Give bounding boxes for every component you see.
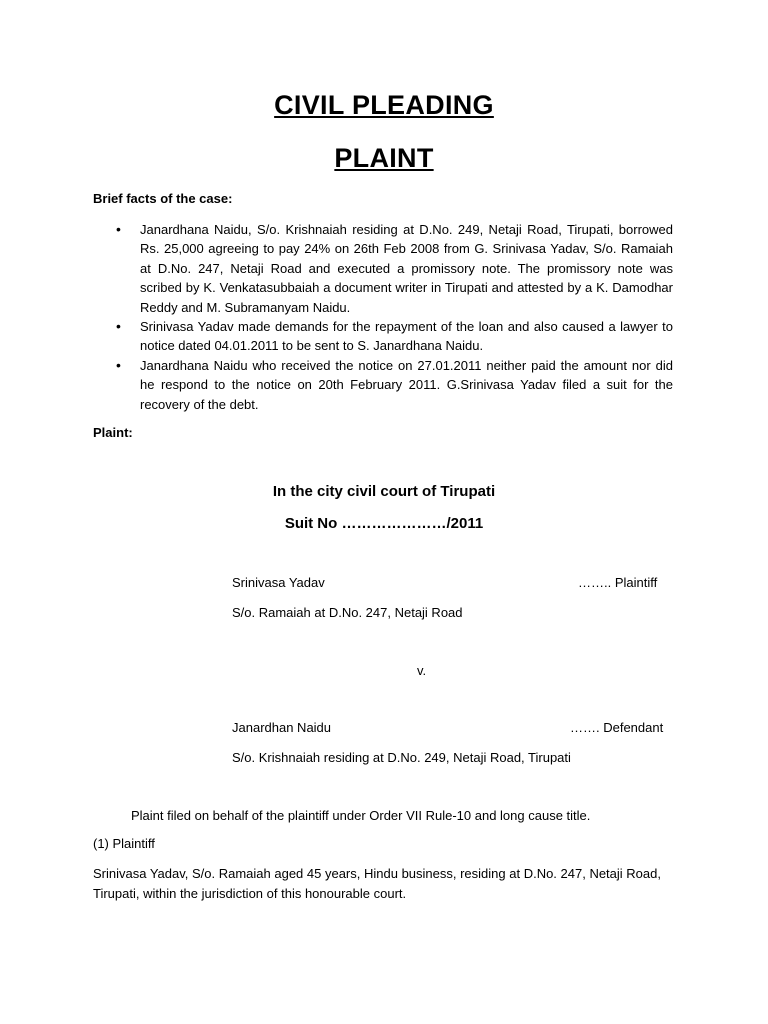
list-item <box>116 356 673 414</box>
versus-label: v. <box>417 663 427 678</box>
list-item <box>116 317 673 356</box>
facts-list <box>116 220 673 414</box>
plaint-heading: Plaint: <box>93 425 133 440</box>
list-item-text: Janardhana Naidu who received the notice on 27.01.2011 neither paid the amount nor did he respond to the notice on 20th February 2011. G.Srinivasa Yadav filed a suit for the recovery of the debt. <box>140 357 673 412</box>
list-item-text: Janardhana Naidu, S/o. Krishnaiah residing at D.No. 249, Netaji Road, Tirupati, borrowed Rs. 25,000 agreeing to pay 24% on 26th Feb 2008 from G. Srinivasa Yadav, S/o. Ramaiah at D.No. 247, Netaji Road and executed a promissory note. The promissory note was scribed by K. Venkatasubbaiah a document writer in Tirupati and attested by a K. Damodhar Reddy and M. Subramanyam Naidu. <box>140 222 673 315</box>
document-subtitle: PLAINT <box>334 143 434 173</box>
defendant-address: S/o. Krishnaiah residing at D.No. 249, Netaji Road, Tirupati <box>232 750 571 765</box>
list-item <box>116 220 673 317</box>
bullet-icon: • <box>116 356 121 373</box>
list-item-text: Srinivasa Yadav made demands for the repayment of the loan and also caused a lawyer to notice dated 04.01.2011 to be sent to S. Janardhana Naidu. <box>140 319 673 354</box>
filed-statement: Plaint filed on behalf of the plaintiff under Order VII Rule-10 and long cause title. <box>131 808 591 823</box>
document-title: CIVIL PLEADING <box>274 90 494 120</box>
bullet-icon: • <box>116 318 121 335</box>
defendant-role: ……. Defendant <box>570 720 664 735</box>
suit-number: Suit No …………………/2011 <box>284 515 484 532</box>
defendant-name: Janardhan Naidu <box>232 720 332 735</box>
plaintiff-address: S/o. Ramaiah at D.No. 247, Netaji Road <box>232 605 463 620</box>
section-heading: (1) Plaintiff <box>93 836 155 851</box>
bullet-icon: • <box>116 221 121 237</box>
plaintiff-name: Srinivasa Yadav <box>232 575 325 590</box>
section-text: Srinivasa Yadav, S/o. Ramaiah aged 45 years, Hindu business, residing at D.No. 247, Netaji Road, Tirupati, within the jurisdiction of this honourable court. <box>93 866 661 901</box>
court-name: In the city civil court of Tirupati <box>272 483 496 500</box>
plaintiff-role: …….. Plaintiff <box>578 575 658 590</box>
facts-heading: Brief facts of the case: <box>93 191 233 206</box>
